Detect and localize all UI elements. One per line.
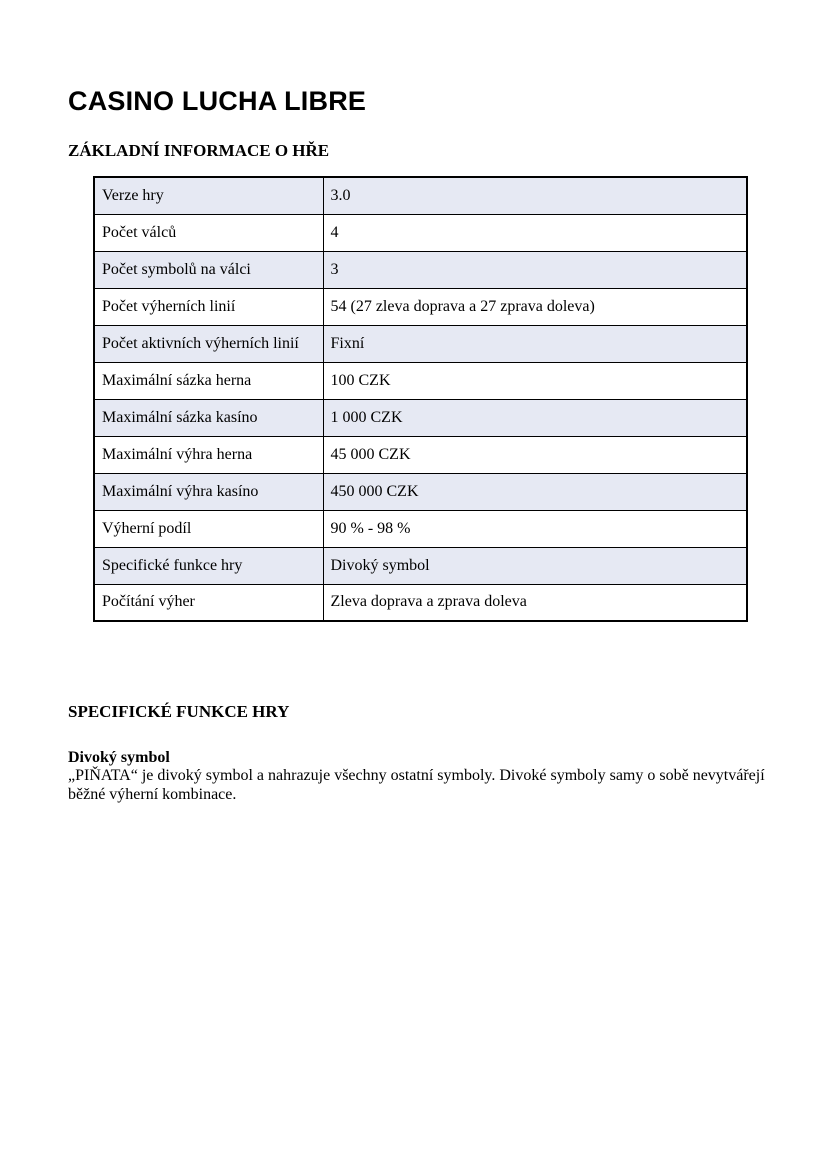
section-heading-basic-info: ZÁKLADNÍ INFORMACE O HŘE bbox=[68, 141, 330, 160]
table-row bbox=[94, 362, 747, 399]
row-label-cell: Specifické funkce hry bbox=[94, 547, 323, 584]
table-row bbox=[94, 510, 747, 547]
row-label-cell: Počet výherních linií bbox=[94, 288, 323, 325]
row-label-cell: Maximální výhra kasíno bbox=[94, 473, 323, 510]
table-row bbox=[94, 251, 747, 288]
row-value-cell: Zleva doprava a zprava doleva bbox=[323, 584, 747, 621]
row-label-cell: Počet symbolů na válci bbox=[94, 251, 323, 288]
row-value-cell: 4 bbox=[323, 214, 747, 251]
row-value-cell: 45 000 CZK bbox=[323, 436, 747, 473]
row-value-cell: 3 bbox=[323, 251, 747, 288]
row-value-cell: 90 % - 98 % bbox=[323, 510, 747, 547]
table-row bbox=[94, 473, 747, 510]
row-value-cell: 54 (27 zleva doprava a 27 zprava doleva) bbox=[323, 288, 747, 325]
row-label-cell: Maximální sázka herna bbox=[94, 362, 323, 399]
row-label-cell: Verze hry bbox=[94, 177, 323, 214]
table-row bbox=[94, 288, 747, 325]
row-label-cell: Počet válců bbox=[94, 214, 323, 251]
table-row bbox=[94, 214, 747, 251]
row-label-cell: Maximální výhra herna bbox=[94, 436, 323, 473]
wild-symbol-title: Divoký symbol bbox=[68, 749, 170, 766]
row-value-cell: Fixní bbox=[323, 325, 747, 362]
table-row bbox=[94, 547, 747, 584]
section-heading-specific-functions: SPECIFICKÉ FUNKCE HRY bbox=[68, 702, 290, 721]
row-value-cell: 450 000 CZK bbox=[323, 473, 747, 510]
row-value-cell: 100 CZK bbox=[323, 362, 747, 399]
row-label-cell: Maximální sázka kasíno bbox=[94, 399, 323, 436]
table-row bbox=[94, 399, 747, 436]
row-label-cell: Počítání výher bbox=[94, 584, 323, 621]
row-label-cell: Výherní podíl bbox=[94, 510, 323, 547]
row-value-cell: 3.0 bbox=[323, 177, 747, 214]
row-value-cell: 1 000 CZK bbox=[323, 399, 747, 436]
table-row bbox=[94, 436, 747, 473]
table-row bbox=[94, 584, 747, 621]
table-row bbox=[94, 325, 747, 362]
table-row bbox=[94, 177, 747, 214]
game-info-table bbox=[93, 176, 748, 622]
row-label-cell: Počet aktivních výherních linií bbox=[94, 325, 323, 362]
wild-symbol-description: „PIŇATA“ je divoký symbol a nahrazuje všechny ostatní symboly. Divoké symboly samy o sobě nevytvářejí běžné výherní kombinace. bbox=[68, 767, 765, 803]
page-title: CASINO LUCHA LIBRE bbox=[68, 86, 367, 116]
row-value-cell: Divoký symbol bbox=[323, 547, 747, 584]
